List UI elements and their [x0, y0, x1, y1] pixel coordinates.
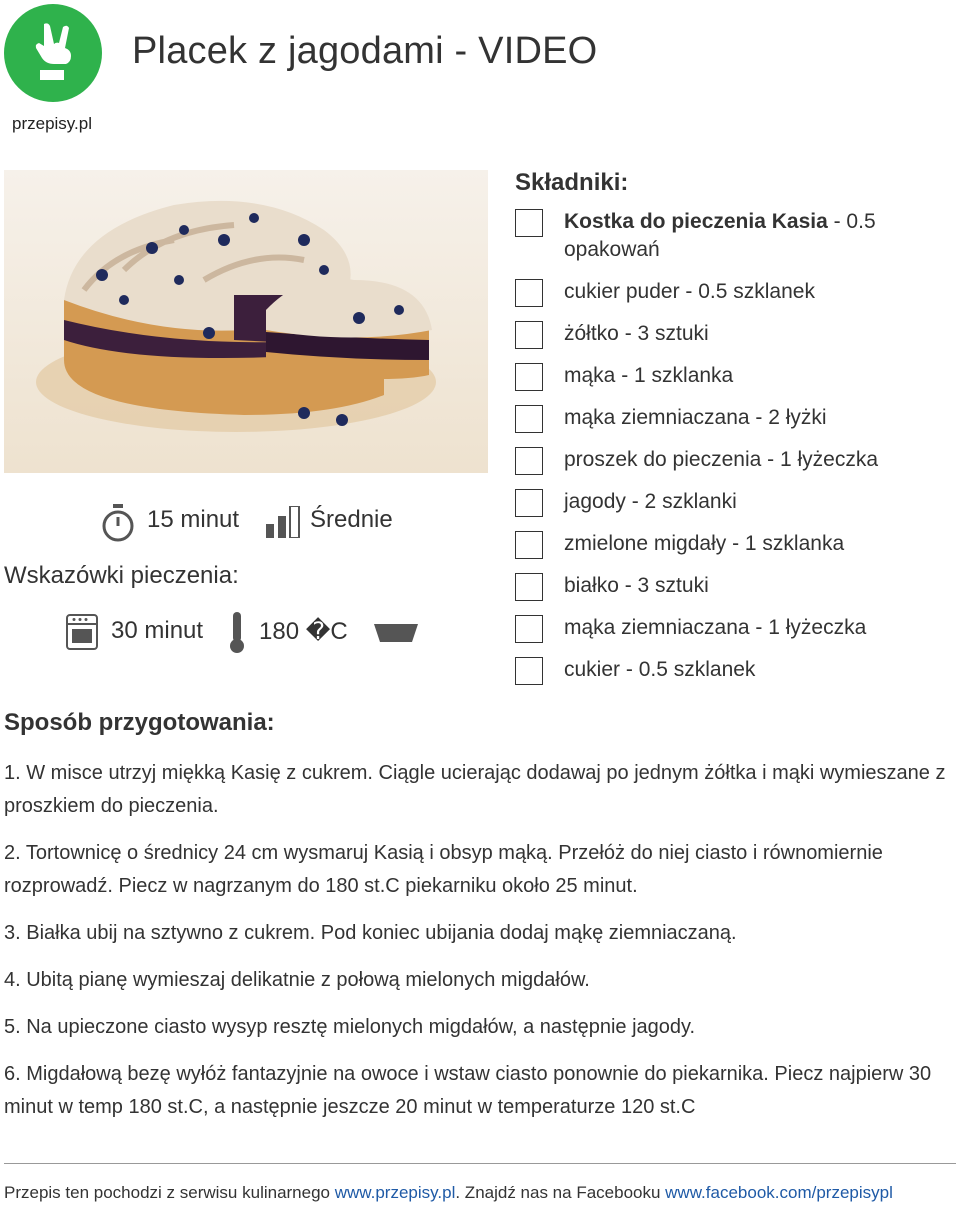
ingredient-checkbox[interactable]: [515, 279, 543, 307]
site-label[interactable]: przepisy.pl: [12, 114, 92, 133]
ingredient-item: [515, 320, 955, 348]
ingredient-name: zmielone migdały: [564, 532, 727, 555]
ingredient-name: proszek do pieczenia: [564, 448, 762, 471]
ingredient-name: mąka: [564, 364, 616, 387]
ingredient-qty: - 2 łyżki: [749, 406, 827, 429]
ingredient-name: mąka ziemniaczana: [564, 406, 750, 429]
ingredient-qty: - 1 szklanka: [726, 532, 845, 555]
facebook-link[interactable]: www.facebook.com/przepisypl: [665, 1183, 893, 1202]
step-item: 6. Migdałową bezę wyłóż fantazyjnie na owoce i wstaw ciasto ponownie do piekarnika. Piecz najpierw 30 minut w temp 180 st.C, a następnie jeszcze 20 minut w temperaturze 120 st.C: [4, 1063, 932, 1118]
ingredients-title: Składniki:: [515, 169, 629, 196]
ingredient-item: [515, 614, 955, 642]
step-item: 5. Na upieczone ciasto wysyp resztę mielonych migdałów, a następnie jagody.: [4, 1016, 696, 1038]
ingredient-item: [515, 278, 955, 306]
oven-icon: [66, 614, 98, 650]
ingredient-qty: - 1 łyżeczka: [749, 616, 867, 639]
site-link[interactable]: www.przepisy.pl: [334, 1183, 456, 1202]
ingredient-checkbox[interactable]: [515, 405, 543, 433]
footer-divider: [4, 1163, 956, 1164]
prep-time: 15 minut: [147, 506, 240, 533]
ingredient-checkbox[interactable]: [515, 321, 543, 349]
footer-middle: . Znajdź nas na Facebooku: [455, 1183, 666, 1202]
ingredient-qty: - 3 sztuki: [618, 322, 709, 345]
ingredient-checkbox[interactable]: [515, 531, 543, 559]
ingredient-qty: - 1 łyżeczka: [761, 448, 878, 471]
ingredient-name: mąka ziemniaczana: [564, 616, 750, 639]
ingredient-checkbox[interactable]: [515, 489, 543, 517]
ingredient-item: [515, 446, 955, 474]
step-item: 2. Tortownicę o średnicy 24 cm wysmaruj Kasią i obsyp mąką. Przełóż do niej ciasto i równomiernie rozprowadź. Piecz w nagrzanym do 180 st.C piekarniku około 25 minut.: [4, 842, 883, 897]
footer-prefix: Przepis ten pochodzi z serwisu kulinarnego: [4, 1183, 335, 1202]
step-item: 4. Ubitą pianę wymieszaj delikatnie z połową mielonych migdałów.: [4, 969, 590, 991]
ingredient-item: [515, 208, 955, 264]
difficulty: Średnie: [310, 506, 393, 533]
ingredient-list: [515, 208, 955, 698]
ingredient-name: żółtko: [564, 322, 619, 345]
difficulty-icon: [266, 506, 300, 538]
thermometer-icon: [227, 612, 247, 654]
ingredient-checkbox[interactable]: [515, 573, 543, 601]
ingredient-item: [515, 404, 955, 432]
ingredient-name: Kostka do pieczenia Kasia: [564, 210, 828, 233]
method-title: Sposób przygotowania:: [4, 709, 275, 736]
ingredient-item: [515, 488, 955, 516]
step-item: 1. W misce utrzyj miękką Kasię z cukrem. Ciągle ucierając dodawaj po jednym żółtka i mąki wymieszane z proszkiem do pieczenia.: [4, 762, 946, 817]
ingredient-checkbox[interactable]: [515, 209, 543, 237]
bake-time: 30 minut: [111, 617, 204, 644]
page-title: Placek z jagodami - VIDEO: [132, 30, 598, 72]
ingredient-checkbox[interactable]: [515, 615, 543, 643]
baking-tray-icon: [374, 624, 418, 642]
ingredient-item: [515, 656, 955, 684]
ingredient-checkbox[interactable]: [515, 363, 543, 391]
stopwatch-icon: [102, 504, 134, 542]
ingredient-item: [515, 572, 955, 600]
tips-title: Wskazówki pieczenia:: [4, 562, 239, 589]
ingredient-qty: - 2 szklanki: [625, 490, 737, 513]
logo[interactable]: [4, 4, 102, 102]
ingredient-qty: - 0.5 opakowań: [564, 210, 876, 261]
step-item: 3. Białka ubij na sztywno z cukrem. Pod koniec ubijania dodaj mąkę ziemniaczaną.: [4, 922, 737, 944]
ingredient-qty: - 3 sztuki: [618, 574, 709, 597]
hero-image: [4, 170, 488, 473]
ingredient-qty: - 0.5 szklanek: [620, 658, 756, 681]
temperature: 180 �C: [259, 618, 348, 645]
step-list: [4, 757, 954, 1138]
ingredient-item: [515, 530, 955, 558]
ingredient-name: jagody: [564, 490, 626, 513]
ingredient-checkbox[interactable]: [515, 657, 543, 685]
ingredient-name: cukier puder: [564, 280, 680, 303]
ingredient-name: białko: [564, 574, 619, 597]
ingredient-name: cukier: [564, 658, 621, 681]
footer: [4, 1183, 893, 1203]
ingredient-checkbox[interactable]: [515, 447, 543, 475]
ingredient-qty: - 1 szklanka: [615, 364, 734, 387]
ingredient-qty: - 0.5 szklanek: [679, 280, 815, 303]
ingredient-item: [515, 362, 955, 390]
